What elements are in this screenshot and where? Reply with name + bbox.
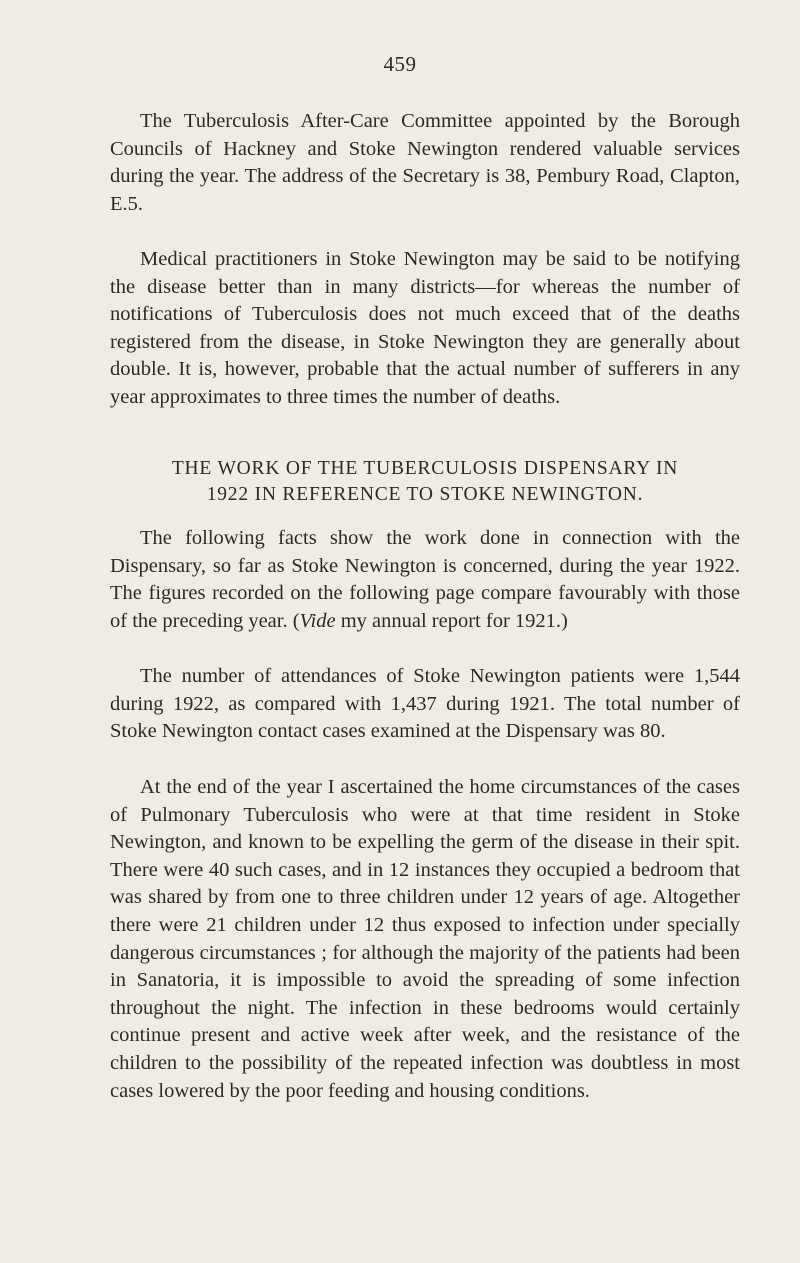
following-facts-tail: my annual report for 1921.)	[335, 609, 568, 632]
paragraph-attendances: The number of attendances of Stoke Newington patients were 1,544 during 1922, as compared with 1,437 during 1921. The total number of Stoke Newington contact cases examined at the Dispensary was 80.	[110, 665, 740, 743]
paragraph-medical-practitioners: Medical practitioners in Stoke Newington may be said to be notifying the disease better than in many districts—for whereas the number of notifications of Tuberculosis does not much exceed that of the deaths registered from the disease, in Stoke Newington they are generally about double. It is, however, probable that the actual number of sufferers in any year approximates to three times the number of deaths.	[110, 248, 740, 408]
section-heading-line-1: THE WORK OF THE TUBERCULOSIS DISPENSARY IN	[171, 458, 679, 479]
section-heading-line-2: 1922 IN REFERENCE TO STOKE NEWINGTON.	[206, 484, 644, 505]
vide-italic: Vide	[299, 609, 336, 632]
paragraph-home-circumstances: At the end of the year I ascertained the home circumstances of the cases of Pulmonary Tuberculosis who were at that time resident in Stoke Newington, and known to be expelling the germ of the disease in their spit. There were 40 such cases, and in 12 instances they occupied a bedroom that was shared by from one to three children under 12 years of age. Altogether there were 21 children under 12 thus exposed to infection under specially dangerous circumstances ; for although the majority of the patients had been in Sanatoria, it is impossible to avoid the spreading of some infection throughout the night. The infection in these bedrooms would certainly continue present and active week after week, and the resistance of the children to the possibility of the repeated infection was doubtless in most cases lowered by the poor feeding and housing conditions.	[110, 776, 740, 1102]
page-number: 459	[383, 52, 417, 76]
following-facts-text: The following facts show the work done in connection with the Dispensary, so far as Stoke Newington is concerned, during the year 1922. The figures recorded on the following page compare favourably with those of the preceding year. (	[110, 527, 740, 632]
paragraph-following-facts	[110, 525, 740, 635]
paragraph-after-care-committee: The Tuberculosis After-Care Committee appointed by the Borough Councils of Hackney and Stoke Newington rendered valuable services during the year. The address of the Secretary is 38, Pembury Road, Clapton, E.5.	[110, 110, 740, 215]
